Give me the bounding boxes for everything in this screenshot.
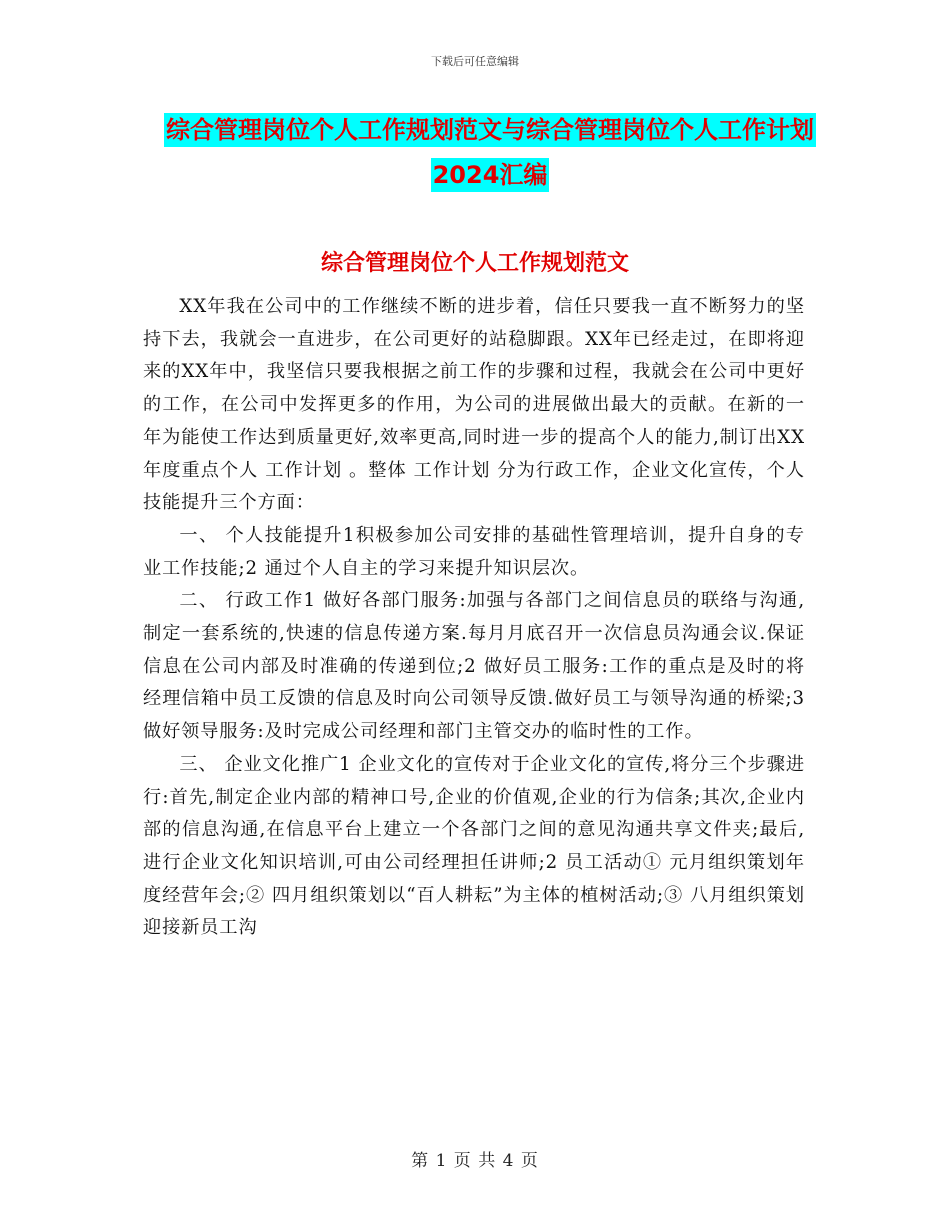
paragraph-culture: 三、 企业文化推广1 企业文化的宣传对于企业文化的宣传,将分三个步骤进行:首先,制定企业内部的精神口号,企业的价值观,企业的行为信条;其次,企业内部的信息沟通,在信息平台上建立一个各部门之间的意见沟通共享文件夹;最后,进行企业文化知识培训,可由公司经理担任讲师;2 员工活动① 元月组织策划年度经营年会;② 四月组织策划以“百人耕耘”为主体的植树活动;③ 八月组织策划迎接新员工沟 <box>143 753 805 939</box>
paragraph-intro: XX年我在公司中的工作继续不断的进步着，信任只要我一直不断努力的坚持下去，我就会一直进步，在公司更好的站稳脚跟。XX年已经走过，在即将迎来的XX年中，我坚信只要我根据之前工作的步骤和过程，我就会在公司中更好的工作，在公司中发挥更多的作用，为公司的进展做出最大的贡献。在新的一年为能使工作达到质量更好,效率更高,同时进一步的提高个人的能力,制订出XX年度重点个人 工作计划 。整体 工作计划 分为行政工作，企业文化宣传，个人技能提升三个方面： <box>143 296 805 514</box>
paragraph-skills: 一、 个人技能提升1积极参加公司安排的基础性管理培训，提升自身的专业工作技能;2 通过个人自主的学习来提升知识层次。 <box>143 524 805 579</box>
paragraph-administration: 二、 行政工作1 做好各部门服务:加强与各部门之间信息员的联络与沟通,制定一套系统的,快速的信息传递方案.每月月底召开一次信息员沟通会议.保证信息在公司内部及时准确的传递到位;2 做好员工服务:工作的重点是及时的将经理信箱中员工反馈的信息及时向公司领导反馈.做好员工与领导沟通的桥梁;3 做好领导服务:及时完成公司经理和部门主管交办的临时性的工作。 <box>143 590 805 743</box>
document-title-text: 综合管理岗位个人工作规划范文与综合管理岗位个人工作计划2024汇编 <box>164 113 816 192</box>
header-note: 下载后可任意编辑 <box>431 55 519 68</box>
document-title <box>140 108 840 198</box>
document-body <box>143 291 805 945</box>
section-title: 综合管理岗位个人工作规划范文 <box>320 251 629 276</box>
page-number: 第 1 页 共 4 页 <box>411 1151 539 1171</box>
